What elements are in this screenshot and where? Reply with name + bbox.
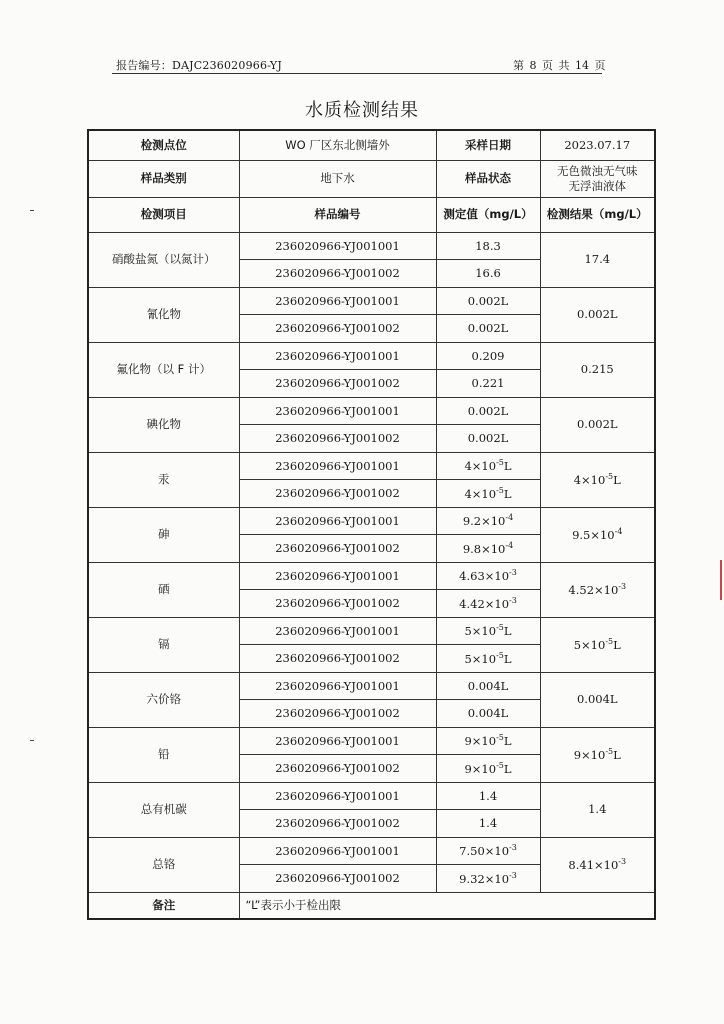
measured-base: 0.002L [467,431,509,446]
result-base: 8.41×10 [568,857,619,872]
result-value [540,837,655,892]
measured-value [436,535,540,563]
report-number: 报告编号：DAJC236020966-YJ [116,59,282,72]
col-header-sample: 样品编号 [239,197,436,232]
item-name: 铅 [88,727,239,782]
result-suffix: L [613,747,621,762]
header-rule [112,73,602,74]
result-value [540,617,655,672]
measured-base: 4.63×10 [459,568,510,583]
point-label: 检测点位 [88,130,239,160]
measured-suffix: L [503,651,512,666]
sample-id: 236020966-YJ001002 [239,810,436,838]
measured-base: 4×10 [464,486,497,501]
measured-base: 9.2×10 [462,513,506,528]
note-label: 备注 [88,892,239,919]
page-info: 第 8 页 共 14 页 [513,59,606,72]
measured-exponent: -3 [509,843,517,853]
measured-value [436,782,540,810]
sample-id: 236020966-YJ001001 [239,287,436,315]
measured-exponent: -5 [496,760,504,770]
measured-exponent: -4 [505,540,514,550]
measured-value [436,672,540,700]
measured-exponent: -3 [509,870,517,880]
sample-id: 236020966-YJ001002 [239,590,436,618]
item-name: 总铬 [88,837,239,892]
table-row [88,617,655,645]
measured-value [436,287,540,315]
result-base: 0.002L [576,417,618,432]
measured-base: 9.32×10 [459,871,510,886]
item-name: 硒 [88,562,239,617]
result-value [540,672,655,727]
sample-id: 236020966-YJ001002 [239,370,436,398]
measured-value [436,645,540,673]
column-header-row [88,197,655,232]
measured-base: 0.209 [471,348,505,363]
sample-id: 236020966-YJ001001 [239,782,436,810]
table-row [88,837,655,865]
sample-id: 236020966-YJ001001 [239,452,436,480]
result-base: 4×10 [573,472,606,487]
date-label: 采样日期 [436,130,540,160]
measured-base: 0.002L [467,403,509,418]
result-exponent: -3 [618,856,627,866]
result-value [540,782,655,837]
result-exponent: -4 [614,526,623,536]
result-value [540,727,655,782]
measured-exponent: -3 [509,568,517,578]
result-exponent: -5 [605,471,614,481]
measured-suffix: L [503,486,512,501]
col-header-item: 检测项目 [88,197,239,232]
table-row [88,397,655,425]
table-row [88,782,655,810]
measured-base: 1.4 [478,816,498,831]
col-header-measured: 测定值（mg/L） [436,197,540,232]
item-name: 镉 [88,617,239,672]
item-name: 氰化物 [88,287,239,342]
info-row-type [88,160,655,197]
item-name: 砷 [88,507,239,562]
measured-value [436,617,540,645]
item-name: 硝酸盐氮（以氮计） [88,232,239,287]
table-row [88,287,655,315]
measured-base: 0.004L [467,706,509,721]
table-row [88,562,655,590]
info-row-point [88,130,655,160]
result-value [540,287,655,342]
measured-exponent: -4 [505,513,514,523]
result-exponent: -5 [605,636,614,646]
scan-edge-mark [720,560,722,600]
measured-base: 1.4 [478,788,498,803]
measured-value [436,755,540,783]
result-base: 9×10 [573,747,606,762]
measured-exponent: -5 [496,485,504,495]
measured-value [436,452,540,480]
result-base: 1.4 [588,802,607,817]
sample-id: 236020966-YJ001001 [239,672,436,700]
result-value [540,397,655,452]
measured-value [436,700,540,728]
table-row [88,672,655,700]
measured-value [436,590,540,618]
item-name: 碘化物 [88,397,239,452]
measured-value [436,397,540,425]
result-value [540,562,655,617]
measured-value [436,425,540,453]
measured-value [436,727,540,755]
measured-base: 9×10 [464,733,497,748]
result-value [540,342,655,397]
date-value: 2023.07.17 [540,130,655,160]
page-title: 水质检测结果 [305,100,419,121]
type-value: 地下水 [239,160,436,197]
sample-id: 236020966-YJ001002 [239,480,436,508]
sample-id: 236020966-YJ001001 [239,617,436,645]
measured-value [436,810,540,838]
table-row [88,727,655,755]
measured-base: 0.002L [467,293,509,308]
table-body [88,130,655,919]
measured-base: 9.8×10 [462,541,506,556]
type-label: 样品类别 [88,160,239,197]
sample-id: 236020966-YJ001002 [239,260,436,288]
sample-id: 236020966-YJ001001 [239,232,436,260]
measured-base: 5×10 [464,623,497,638]
result-base: 0.215 [580,362,614,377]
result-value [540,232,655,287]
measured-value [436,865,540,893]
sample-id: 236020966-YJ001001 [239,507,436,535]
measured-value [436,480,540,508]
sample-id: 236020966-YJ001002 [239,535,436,563]
item-name: 氟化物（以 F 计） [88,342,239,397]
sample-id: 236020966-YJ001002 [239,865,436,893]
measured-base: 16.6 [475,266,501,281]
result-value [540,452,655,507]
measured-base: 0.004L [467,678,509,693]
table-row [88,452,655,480]
water-quality-table [87,129,656,920]
item-name: 汞 [88,452,239,507]
table-row [88,342,655,370]
state-label: 样品状态 [436,160,540,197]
measured-value [436,837,540,865]
measured-value [436,232,540,260]
scan-dot [30,210,34,211]
result-value [540,507,655,562]
sample-id: 236020966-YJ001002 [239,315,436,343]
measured-base: 18.3 [475,238,501,253]
measured-exponent: -3 [509,595,517,605]
result-suffix: L [613,637,621,652]
measured-value [436,315,540,343]
result-base: 0.002L [576,307,618,322]
result-base: 17.4 [584,252,611,267]
sample-id: 236020966-YJ001001 [239,727,436,755]
sample-id: 236020966-YJ001001 [239,837,436,865]
measured-value [436,342,540,370]
measured-base: 0.221 [471,376,505,391]
table-row [88,232,655,260]
item-name: 总有机碳 [88,782,239,837]
state-value-line1: 无色微浊无气味 [557,164,638,179]
result-base: 5×10 [573,637,606,652]
measured-base: 7.50×10 [459,843,510,858]
result-base: 9.5×10 [572,527,615,542]
measured-value [436,562,540,590]
sample-id: 236020966-YJ001001 [239,397,436,425]
result-suffix: L [613,472,621,487]
col-header-result: 检测结果（mg/L） [540,197,655,232]
scan-dot [30,740,34,741]
measured-base: 4×10 [464,458,497,473]
result-exponent: -3 [618,581,627,591]
measured-base: 5×10 [464,651,497,666]
state-value-line2: 无浮油液体 [568,178,626,193]
result-base: 0.004L [576,692,618,707]
measured-base: 4.42×10 [459,596,510,611]
sample-id: 236020966-YJ001002 [239,425,436,453]
measured-value [436,370,540,398]
measured-suffix: L [503,458,512,473]
note-row [88,892,655,919]
item-name: 六价铬 [88,672,239,727]
sample-id: 236020966-YJ001002 [239,700,436,728]
result-base: 4.52×10 [568,582,619,597]
measured-exponent: -5 [496,733,504,743]
result-exponent: -5 [605,746,614,756]
measured-base: 0.002L [467,321,509,336]
sample-id: 236020966-YJ001001 [239,562,436,590]
measured-base: 9×10 [464,761,497,776]
point-value: WO 厂区东北侧墙外 [239,130,436,160]
measured-value [436,507,540,535]
measured-suffix: L [503,733,512,748]
sample-id: 236020966-YJ001001 [239,342,436,370]
measured-suffix: L [503,623,512,638]
state-value [540,160,655,197]
sample-id: 236020966-YJ001002 [239,645,436,673]
measured-exponent: -5 [496,623,504,633]
measured-value [436,260,540,288]
table-row [88,507,655,535]
sample-id: 236020966-YJ001002 [239,755,436,783]
measured-suffix: L [503,761,512,776]
measured-exponent: -5 [496,458,504,468]
note-text: “L”表示小于检出限 [239,892,655,919]
measured-exponent: -5 [496,650,504,660]
